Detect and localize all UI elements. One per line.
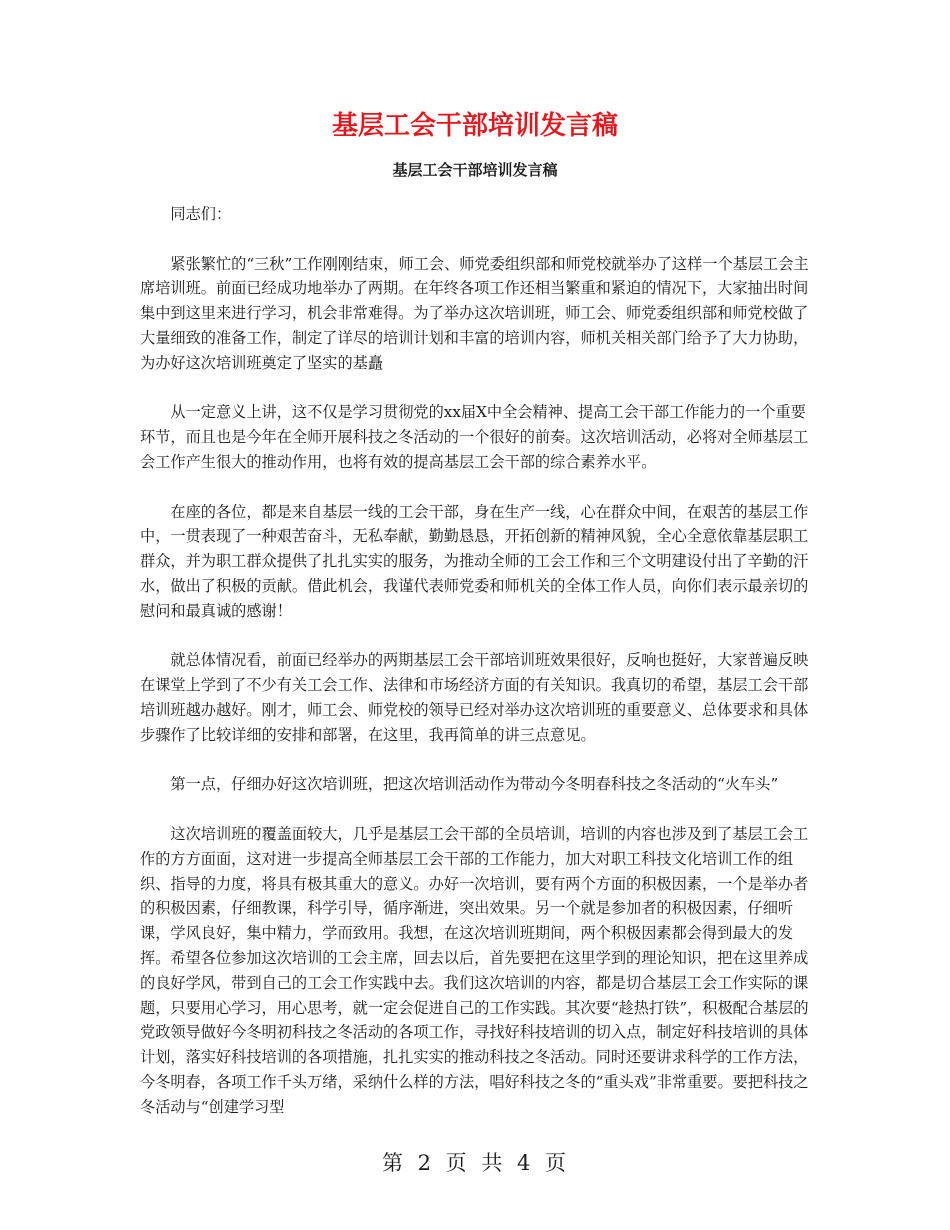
document-title: 基层工会干部培训发言稿: [331, 111, 618, 141]
paragraph: 从一定意义上讲，这不仅是学习贯彻党的xx届X中全会精神、提高工会干部工作能力的一个重要环节，而且也是今年在全师开展科技之冬活动的一个很好的前奏。这次培训活动，必将对全师基层工会工作产生很大的推动作用，也将有效的提高基层工会干部的综合素养水平。: [140, 403, 809, 471]
paragraph: 这次培训班的覆盖面较大，几乎是基层工会干部的全员培训，培训的内容也涉及到了基层工会工作的方方面面，这对进一步提高全师基层工会干部的工作能力，加大对职工科技文化培训工作的组织、指导的力度，将具有极其重大的意义。办好一次培训，要有两个方面的积极因素，一个是举办者的积极因素，仔细教课，科学引导，循序渐进，突出效果。另一个就是参加者的积极因素，仔细听课，学风良好，集中精力，学而致用。我想，在这次培训班期间，两个积极因素都会得到最大的发挥。希望各位参加这次培训的工会主席，回去以后，首先要把在这里学到的理论知识，把在这里养成的良好学风，带到自己的工会工作实践中去。我们这次培训的内容，都是切合基层工会工作实际的课题，只要用心学习，用心思考，就一定会促进自己的工作实践。其次要“趁热打铁”，积极配合基层的党政领导做好今冬明初科技之冬活动的各项工作，寻找好科技培训的切入点，制定好科技培训的具体计划，落实好科技培训的各项措施，扎扎实实的推动科技之冬活动。同时还要讲求科学的工作方法，今冬明春，各项工作千头万绪，采纳什么样的方法，唱好科技之冬的“重头戏”非常重要。要把科技之冬活动与“创建学习型: [140, 824, 809, 1116]
paragraph: 紧张繁忙的“三秋”工作刚刚结束，师工会、师党委组织部和师党校就举办了这样一个基层工会主席培训班。前面已经成功地举办了两期。在年终各项工作还相当繁重和紧迫的情况下，大家抽出时间集中到这里来进行学习，机会非常难得。为了举办这次培训班，师工会、师党委组织部和师党校做了大量细致的准备工作，制定了详尽的培训计划和丰富的培训内容，师机关相关部门给予了大力协助，为办好这次培训班奠定了坚实的基矗: [140, 254, 809, 372]
paragraph: 在座的各位，都是来自基层一线的工会干部，身在生产一线，心在群众中间，在艰苦的基层工作中，一贯表现了一种艰苦奋斗，无私奉献，勤勤恳恳，开拓创新的精神风貌，全心全意依靠基层职工群众，并为职工群众提供了扎扎实实的服务，为推动全师的工会工作和三个文明建设付出了辛勤的汗水，做出了积极的贡献。借此机会，我谨代表师党委和师机关的全体工作人员，向你们表示最亲切的慰问和最真诚的感谢！: [140, 502, 809, 620]
greeting: 同志们：: [170, 205, 232, 223]
page-number-footer: 第 2 页 共 4 页: [381, 1151, 569, 1175]
paragraph: 第一点，仔细办好这次培训班，把这次培训活动作为带动今冬明春科技之冬活动的“火车头”: [170, 775, 779, 794]
document-body: [140, 202, 812, 1144]
document-subtitle: 基层工会干部培训发言稿: [392, 161, 558, 179]
paragraph: 就总体情况看，前面已经举办的两期基层工会干部培训班效果很好，反响也挺好，大家普遍反映在课堂上学到了不少有关工会工作、法律和市场经济方面的有关知识。我真切的希望，基层工会干部培训班越办越好。刚才，师工会、师党校的领导已经对举办这次培训班的重要意义、总体要求和具体步骤作了比较详细的安排和部署，在这里，我再简单的讲三点意见。: [140, 651, 809, 744]
